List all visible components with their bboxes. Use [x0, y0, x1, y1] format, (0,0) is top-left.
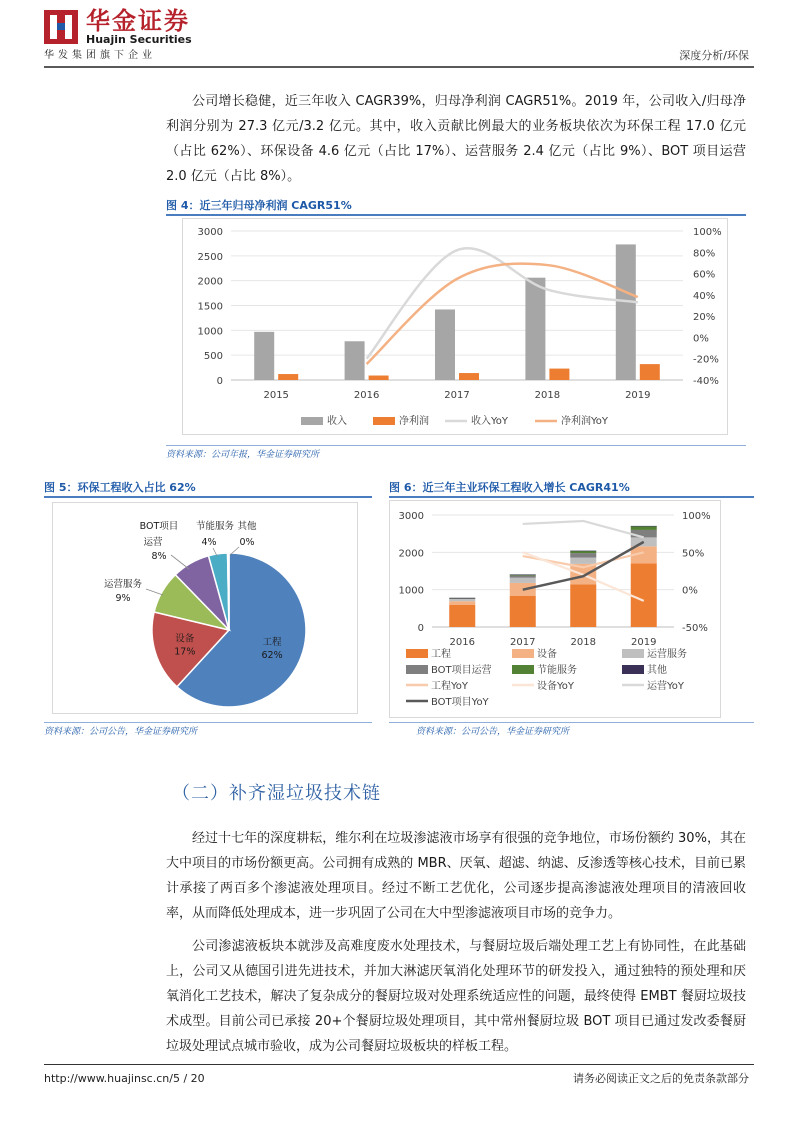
legend-label: 运营YoY [647, 681, 685, 692]
legend-label: BOT项目运营 [431, 665, 492, 676]
pie-label: 运营服务 [103, 579, 143, 590]
right-axis-tick-label: 40% [693, 290, 716, 302]
legend-label: 净利润YoY [561, 416, 609, 427]
stacked-bar-节能服务 [570, 551, 596, 553]
legend-label: 收入 [327, 416, 347, 427]
legend-label: 设备YoY [537, 681, 575, 692]
bar-收入 [616, 244, 636, 380]
stacked-bar-工程 [449, 605, 475, 627]
right-axis-tick-label: 0% [682, 585, 698, 597]
figure5-source: 资料来源：公司公告，华金证券研究所 [44, 727, 198, 737]
legend-label: 工程 [431, 649, 451, 660]
line-净利润YoY [367, 264, 638, 364]
legend-swatch [406, 665, 428, 674]
stacked-bar-运营服务 [510, 578, 536, 583]
legend-swatch [512, 649, 534, 658]
x-axis-tick-label: 2017 [510, 637, 536, 648]
header-divider [44, 66, 754, 68]
pie-label: 其他 [237, 521, 257, 532]
right-axis-tick-label: -40% [693, 376, 719, 387]
figure5-caption: 图 5：环保工程收入占比 62% [44, 481, 196, 494]
right-axis-tick-label: 80% [693, 248, 716, 260]
stacked-bar-运营服务 [449, 599, 475, 601]
figure5-caption-rule [44, 496, 372, 498]
right-axis-tick-label: 50% [682, 548, 705, 560]
figure6-chart-frame [389, 500, 721, 718]
stacked-bar-工程 [631, 564, 657, 627]
huajin-logo-icon [44, 10, 78, 44]
stacked-bar-节能服务 [631, 526, 657, 530]
stacked-bar-运营服务 [570, 558, 596, 564]
left-axis-tick-label: 1500 [197, 301, 223, 313]
legend-swatch [406, 649, 428, 658]
legend-swatch [512, 665, 534, 674]
stacked-bar-其他 [631, 526, 657, 527]
intro-text: 公司增长稳健，近三年收入 CAGR39%，归母净利润 CAGR51%。2019 年，公司收入/归母净利润分别为 27.3 亿元/3.2 亿元。其中，收入贡献比例最大的业务板块依次为环保工程 17.0 亿元（占比 62%）、环保设备 4.6 亿元（占比 17%）、运营服务 2.4 亿元（占比 9%）、BOT 项目运营 2.0 亿元（占比 8%）。 [166, 94, 746, 184]
legend-swatch [622, 649, 644, 658]
right-axis-tick-label: 100% [693, 227, 722, 238]
figure4-chart [183, 219, 727, 434]
left-axis-tick-label: 2000 [197, 276, 223, 288]
stacked-bar-工程 [510, 596, 536, 627]
pie-leader-line [171, 555, 189, 569]
legend-swatch [373, 417, 395, 425]
x-axis-tick-label: 2019 [631, 637, 657, 648]
left-axis-tick-label: 2000 [398, 548, 424, 560]
pie-percent: 8% [151, 551, 167, 562]
figure4-caption-rule [166, 214, 746, 216]
left-axis-tick-label: 2500 [197, 251, 223, 263]
figure5-source-rule [44, 722, 372, 723]
pie-percent: 9% [115, 593, 131, 604]
x-axis-tick-label: 2019 [625, 390, 651, 401]
bar-收入 [525, 278, 545, 380]
intro-paragraph [166, 89, 746, 189]
right-axis-tick-label: -20% [693, 354, 719, 366]
legend-label: 节能服务 [537, 665, 577, 676]
bar-净利润 [369, 376, 389, 380]
x-axis-tick-label: 2018 [570, 637, 596, 648]
section2-paragraph-2: 公司渗滤液板块本就涉及高难度废水处理技术，与餐厨垃圾后端处理工艺上有协同性，在此基础上，公司又从德国引进先进技术，并加大淋滤厌氧消化处理环节的研发投入，通过独特的预处理和厌氧消化工艺技术，解决了复杂成分的餐厨垃圾对处理系统适应性的问题，最终使得 EMBT 餐厨垃圾技术成型。目前公司已承接 20+个餐厨垃圾处理项目，其中常州餐厨垃圾 BOT 项目已通过发改委餐厨垃圾处理试点城市验收，成为公司餐厨垃圾板块的样板工程。 [166, 939, 746, 1054]
stacked-bar-其他 [570, 551, 596, 552]
footer-disclaimer: 请务必阅读正文之后的免责条款部分 [573, 1072, 749, 1085]
figure4-source: 资料来源：公司年报，华金证券研究所 [166, 450, 320, 460]
pie-label: BOT项目 [139, 521, 179, 532]
figure4-caption: 图 4：近三年归母净利润 CAGR51% [166, 199, 352, 212]
figure4-source-rule [166, 445, 746, 446]
bar-收入 [254, 332, 274, 380]
right-axis-tick-label: 20% [693, 312, 716, 324]
figure6-source: 资料来源：公司公告，华金证券研究所 [416, 727, 570, 737]
figure6-caption-rule [389, 496, 754, 498]
bar-净利润 [549, 369, 569, 380]
pie-label: 设备 [175, 633, 195, 645]
figure5-chart [53, 503, 357, 713]
legend-label: 设备 [537, 649, 557, 660]
bar-净利润 [640, 364, 660, 380]
x-axis-tick-label: 2017 [444, 390, 470, 401]
figure6-chart [390, 501, 720, 717]
pie-percent: 17% [174, 646, 196, 658]
right-axis-tick-label: 60% [693, 269, 716, 281]
figure4-chart-frame [182, 218, 728, 435]
x-axis-tick-label: 2016 [353, 390, 380, 401]
figure5-chart-frame [52, 502, 358, 714]
left-axis-tick-label: 3000 [197, 227, 223, 238]
pie-label: 运营 [143, 537, 163, 548]
logo-chinese-name: 华金证券 [86, 7, 190, 35]
pie-label: 工程 [262, 636, 282, 648]
x-axis-tick-label: 2015 [263, 390, 289, 401]
pie-percent: 62% [261, 649, 283, 661]
right-axis-tick-label: 100% [682, 511, 711, 522]
legend-swatch [301, 417, 323, 425]
line-运营YoY [523, 521, 644, 537]
bar-净利润 [459, 373, 479, 380]
legend-label: 运营服务 [647, 649, 687, 660]
section-title: （二）补齐湿垃圾技术链 [172, 783, 381, 804]
stacked-bar-其他 [449, 598, 475, 599]
right-axis-tick-label: 0% [693, 333, 709, 345]
bar-收入 [435, 309, 455, 380]
legend-label: BOT项目YoY [431, 697, 489, 708]
pie-leader-line [146, 589, 163, 595]
pie-percent: 4% [201, 537, 217, 548]
stacked-bar-其他 [510, 574, 536, 575]
left-axis-tick-label: 0 [417, 623, 424, 634]
legend-label: 净利润 [399, 416, 429, 427]
bar-收入 [345, 341, 365, 380]
legend-label: 工程YoY [431, 681, 469, 692]
stacked-bar-BOT项目运营 [510, 575, 536, 577]
right-axis-tick-label: -50% [682, 623, 708, 634]
legend-label: 其他 [647, 665, 667, 676]
left-axis-tick-label: 500 [203, 351, 223, 363]
section2-paragraph-1: 经过十七年的深度耕耘，维尔利在垃圾渗滤液市场享有很强的竞争地位，市场份额约 30%，其在大中项目的市场份额更高。公司拥有成熟的 MBR、厌氧、超滤、纳滤、反渗透等核心技术，目前已累计承接了两百多个渗滤液处理项目。经过不断工艺优化，公司逐步提高渗滤液处理项目的清液回收率，从而降低处理成本，进一步巩固了公司在大中型渗滤液项目市场的竞争力。 [166, 831, 746, 921]
left-axis-tick-label: 1000 [197, 326, 223, 338]
stacked-bar-工程 [570, 584, 596, 627]
bar-净利润 [278, 374, 298, 380]
left-axis-tick-label: 1000 [398, 585, 424, 597]
legend-label: 收入YoY [471, 416, 509, 427]
legend-swatch [622, 665, 644, 674]
report-category: 深度分析/环保 [679, 49, 749, 62]
x-axis-tick-label: 2018 [534, 390, 561, 401]
pie-label: 节能服务 [195, 521, 235, 532]
stacked-bar-设备 [449, 601, 475, 605]
header-slogan: 华发集团旗下企业 [44, 50, 156, 61]
figure6-source-rule [389, 722, 754, 723]
footer-url-link[interactable]: http://www.huajinsc.cn/5 / 20 [44, 1072, 205, 1085]
stacked-bar-BOT项目运营 [570, 553, 596, 557]
section2-body [166, 826, 746, 1059]
x-axis-tick-label: 2016 [449, 637, 475, 648]
pie-percent: 0% [239, 537, 255, 548]
logo-english-name: Huajin Securities [86, 33, 192, 46]
left-axis-tick-label: 3000 [398, 511, 424, 522]
figure6-caption: 图 6：近三年主业环保工程收入增长 CAGR41% [389, 481, 630, 494]
footer-divider [44, 1064, 754, 1065]
left-axis-tick-label: 0 [216, 376, 223, 387]
